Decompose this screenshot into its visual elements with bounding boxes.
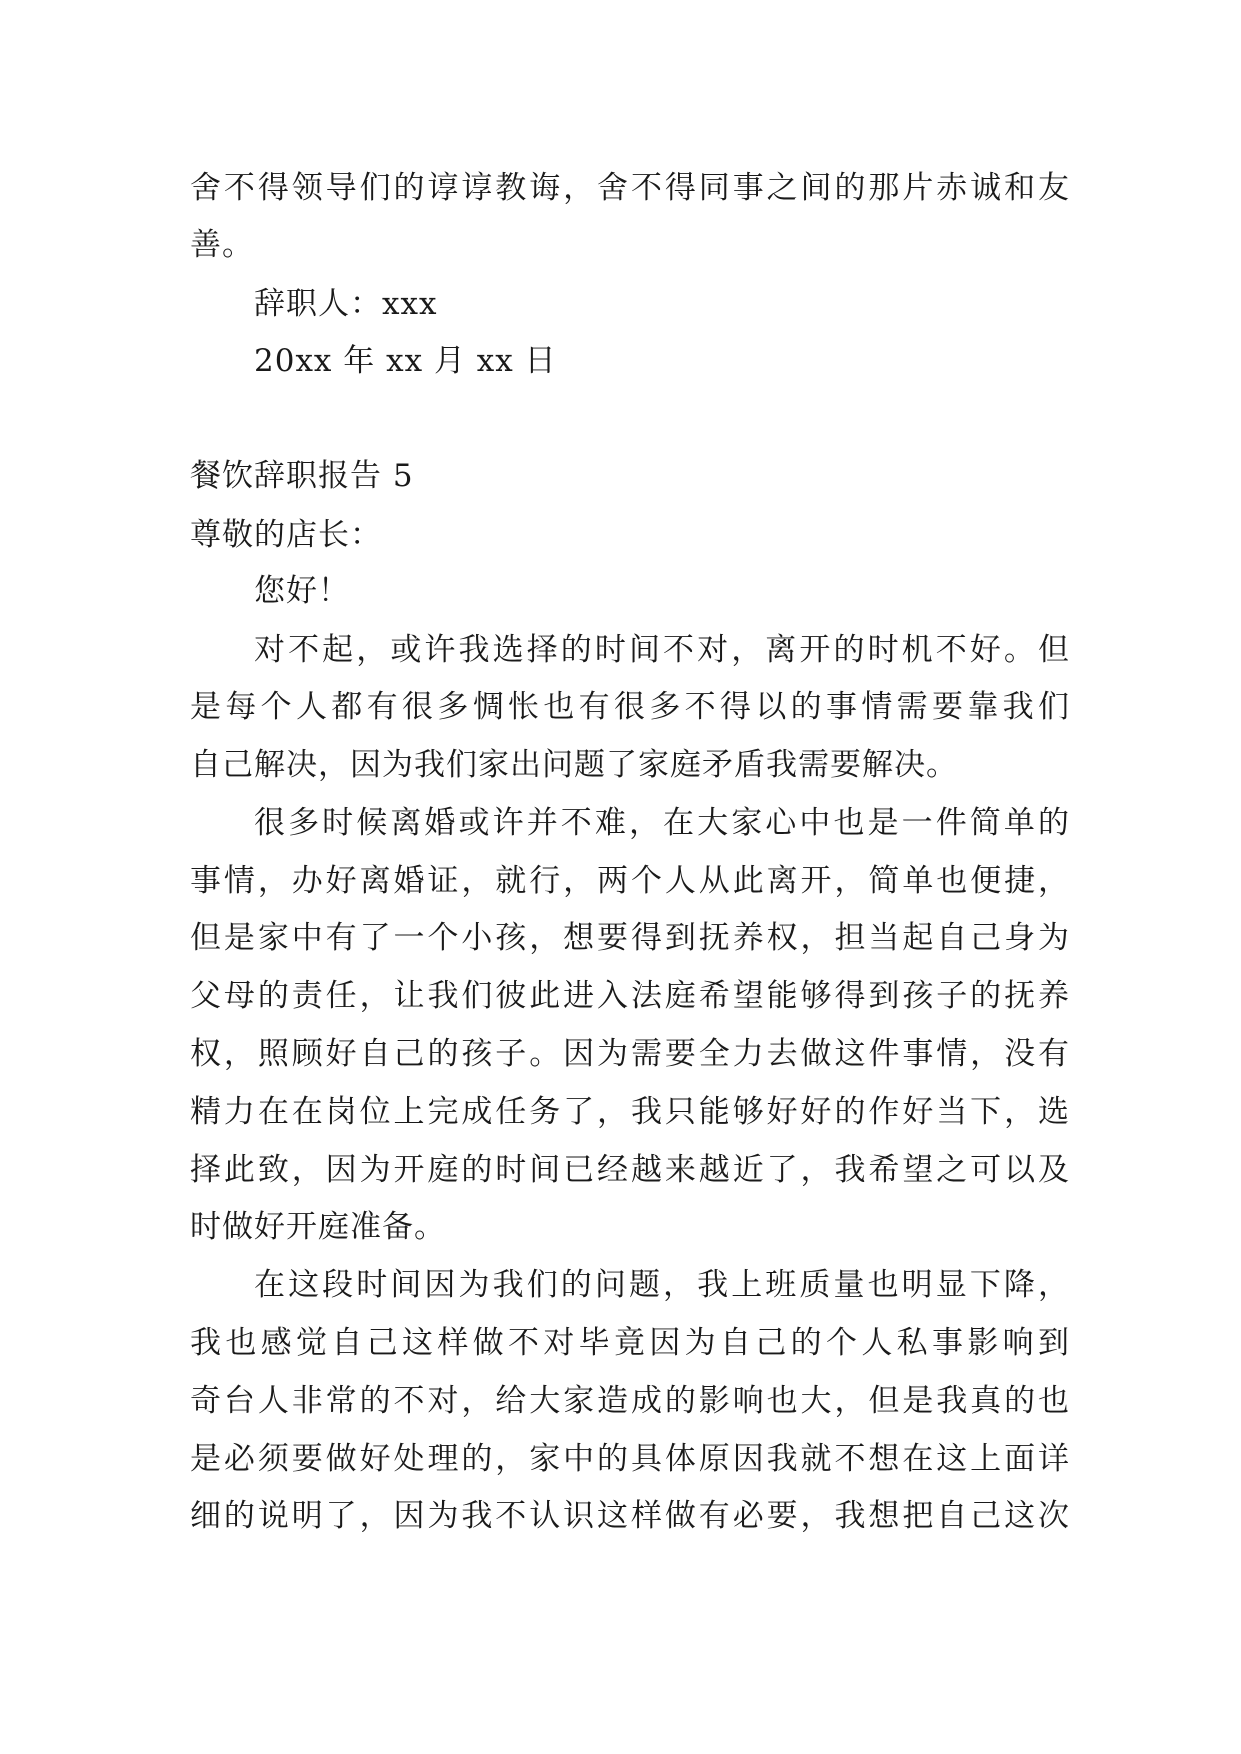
paragraph-line: 在这段时间因为我们的问题，我上班质量也明显下降， (254, 1267, 1070, 1303)
salutation: 尊敬的店长： (190, 517, 382, 553)
paragraph-line: 很多时候离婚或许并不难，在大家心中也是一件简单的 (254, 805, 1070, 841)
paragraph-line: 但是家中有了一个小孩，想要得到抚养权，担当起自己身为 (190, 920, 1070, 956)
paragraph-line: 择此致，因为开庭的时间已经越来越近了，我希望之可以及 (190, 1152, 1070, 1188)
paragraph-line: 权，照顾好自己的孩子。因为需要全力去做这件事情，没有 (190, 1036, 1070, 1072)
section-title: 餐饮辞职报告 5 (190, 458, 414, 494)
paragraph-line: 父母的责任，让我们彼此进入法庭希望能够得到孩子的抚养 (190, 978, 1070, 1014)
paragraph-line: 对不起，或许我选择的时间不对，离开的时机不好。但 (254, 632, 1070, 668)
signature-date: 20xx 年 xx 月 xx 日 (254, 343, 557, 379)
paragraph-line: 是每个人都有很多惆怅也有很多不得以的事情需要靠我们 (190, 689, 1070, 725)
text-line: 善。 (190, 227, 254, 263)
paragraph-line: 我也感觉自己这样做不对毕竟因为自己的个人私事影响到 (190, 1325, 1070, 1361)
text-line: 舍不得领导们的谆谆教诲，舍不得同事之间的那片赤诚和友 (190, 170, 1070, 206)
paragraph-line: 时做好开庭准备。 (190, 1209, 446, 1245)
paragraph-line: 奇台人非常的不对，给大家造成的影响也大，但是我真的也 (190, 1383, 1070, 1419)
paragraph-line: 事情，办好离婚证，就行，两个人从此离开，简单也便捷， (190, 863, 1070, 899)
paragraph-line: 精力在在岗位上完成任务了，我只能够好好的作好当下，选 (190, 1094, 1070, 1130)
paragraph-line: 自己解决，因为我们家出问题了家庭矛盾我需要解决。 (190, 747, 958, 783)
signature-label: 辞职人：xxx (254, 286, 438, 322)
paragraph-line: 细的说明了，因为我不认识这样做有必要，我想把自己这次 (190, 1498, 1070, 1534)
greeting: 您好！ (254, 573, 350, 609)
paragraph-line: 是必须要做好处理的，家中的具体原因我就不想在这上面详 (190, 1441, 1070, 1477)
